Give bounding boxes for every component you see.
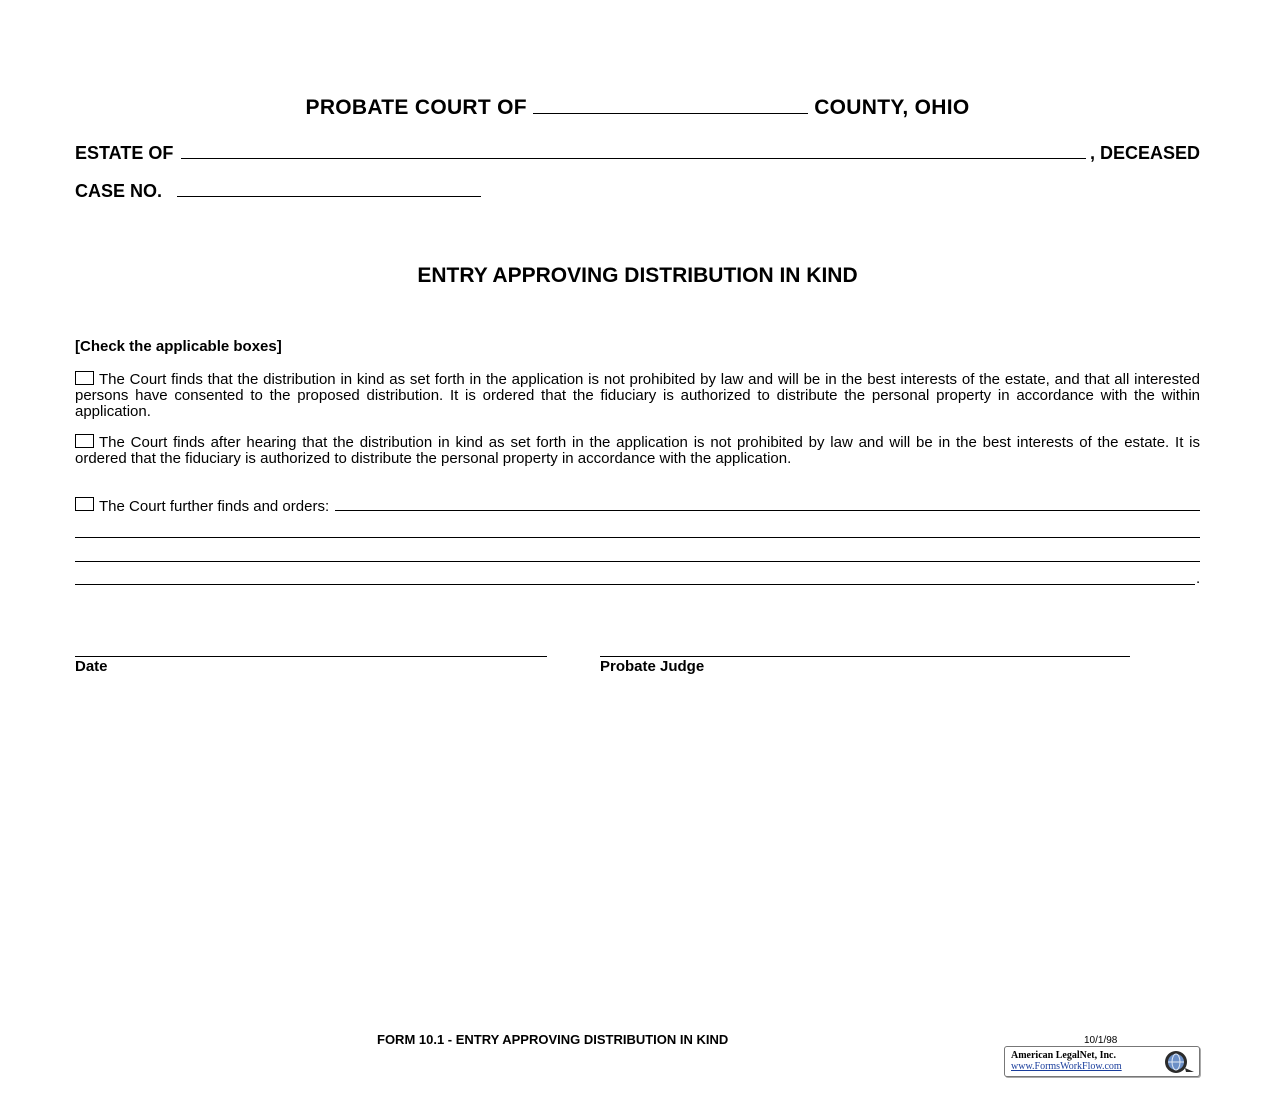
publisher-url[interactable]: www.FormsWorkFlow.com	[1011, 1061, 1122, 1072]
further-orders-line-2[interactable]	[75, 537, 1200, 538]
option-after-hearing-text: The Court finds after hearing that the distribution in kind as set forth in the application is not prohibited by law and will be in the best interests of the estate. It is ordered that the fiduciary is authorized to distribute the personal property in accordance with the application.	[75, 434, 1200, 467]
estate-name-blank[interactable]	[181, 140, 1086, 159]
option-further-orders	[75, 497, 1200, 515]
date-signature-line[interactable]	[75, 656, 547, 657]
option-further-orders-text: The Court further finds and orders:	[99, 498, 330, 515]
court-prefix: PROBATE COURT OF	[305, 96, 527, 119]
option-consent	[75, 371, 1200, 420]
option-after-hearing	[75, 434, 1200, 467]
court-suffix: COUNTY, OHIO	[814, 96, 970, 119]
further-orders-line-4[interactable]	[75, 584, 1195, 585]
checkbox-after-hearing[interactable]	[75, 434, 94, 448]
further-orders-line-3[interactable]	[75, 561, 1200, 562]
case-label: CASE NO.	[75, 181, 163, 201]
judge-signature-line[interactable]	[600, 656, 1130, 657]
publisher-globe-icon	[1159, 1048, 1197, 1075]
county-blank[interactable]	[533, 113, 808, 114]
checkbox-consent[interactable]	[75, 371, 94, 385]
orders-period: .	[1196, 570, 1201, 587]
deceased-label: , DECEASED	[1089, 143, 1200, 163]
form-revision-date: 10/1/98	[1084, 1035, 1118, 1046]
estate-label: ESTATE OF	[75, 143, 174, 163]
option-consent-text: The Court finds that the distribution in kind as set forth in the application is not prohibited by law and will be in the best interests of the estate, and that all interested persons have consented to the proposed distribution. It is ordered that the fiduciary is authorized to distribute the personal property in accordance with the within application.	[75, 371, 1200, 420]
judge-label: Probate Judge	[600, 658, 705, 675]
publisher-badge[interactable]	[1004, 1046, 1200, 1077]
date-label: Date	[75, 658, 108, 675]
publisher-name: American LegalNet, Inc.	[1011, 1050, 1116, 1061]
check-instruction: [Check the applicable boxes]	[75, 338, 282, 355]
form-footer-title: FORM 10.1 - ENTRY APPROVING DISTRIBUTION IN KIND	[377, 1032, 729, 1047]
court-title	[0, 96, 1275, 120]
checkbox-further-orders[interactable]	[75, 497, 94, 511]
further-orders-line-1[interactable]	[335, 498, 1200, 511]
case-number-blank[interactable]	[177, 196, 481, 197]
entry-title: ENTRY APPROVING DISTRIBUTION IN KIND	[417, 264, 858, 287]
case-line	[75, 181, 481, 202]
estate-line	[75, 140, 1200, 164]
